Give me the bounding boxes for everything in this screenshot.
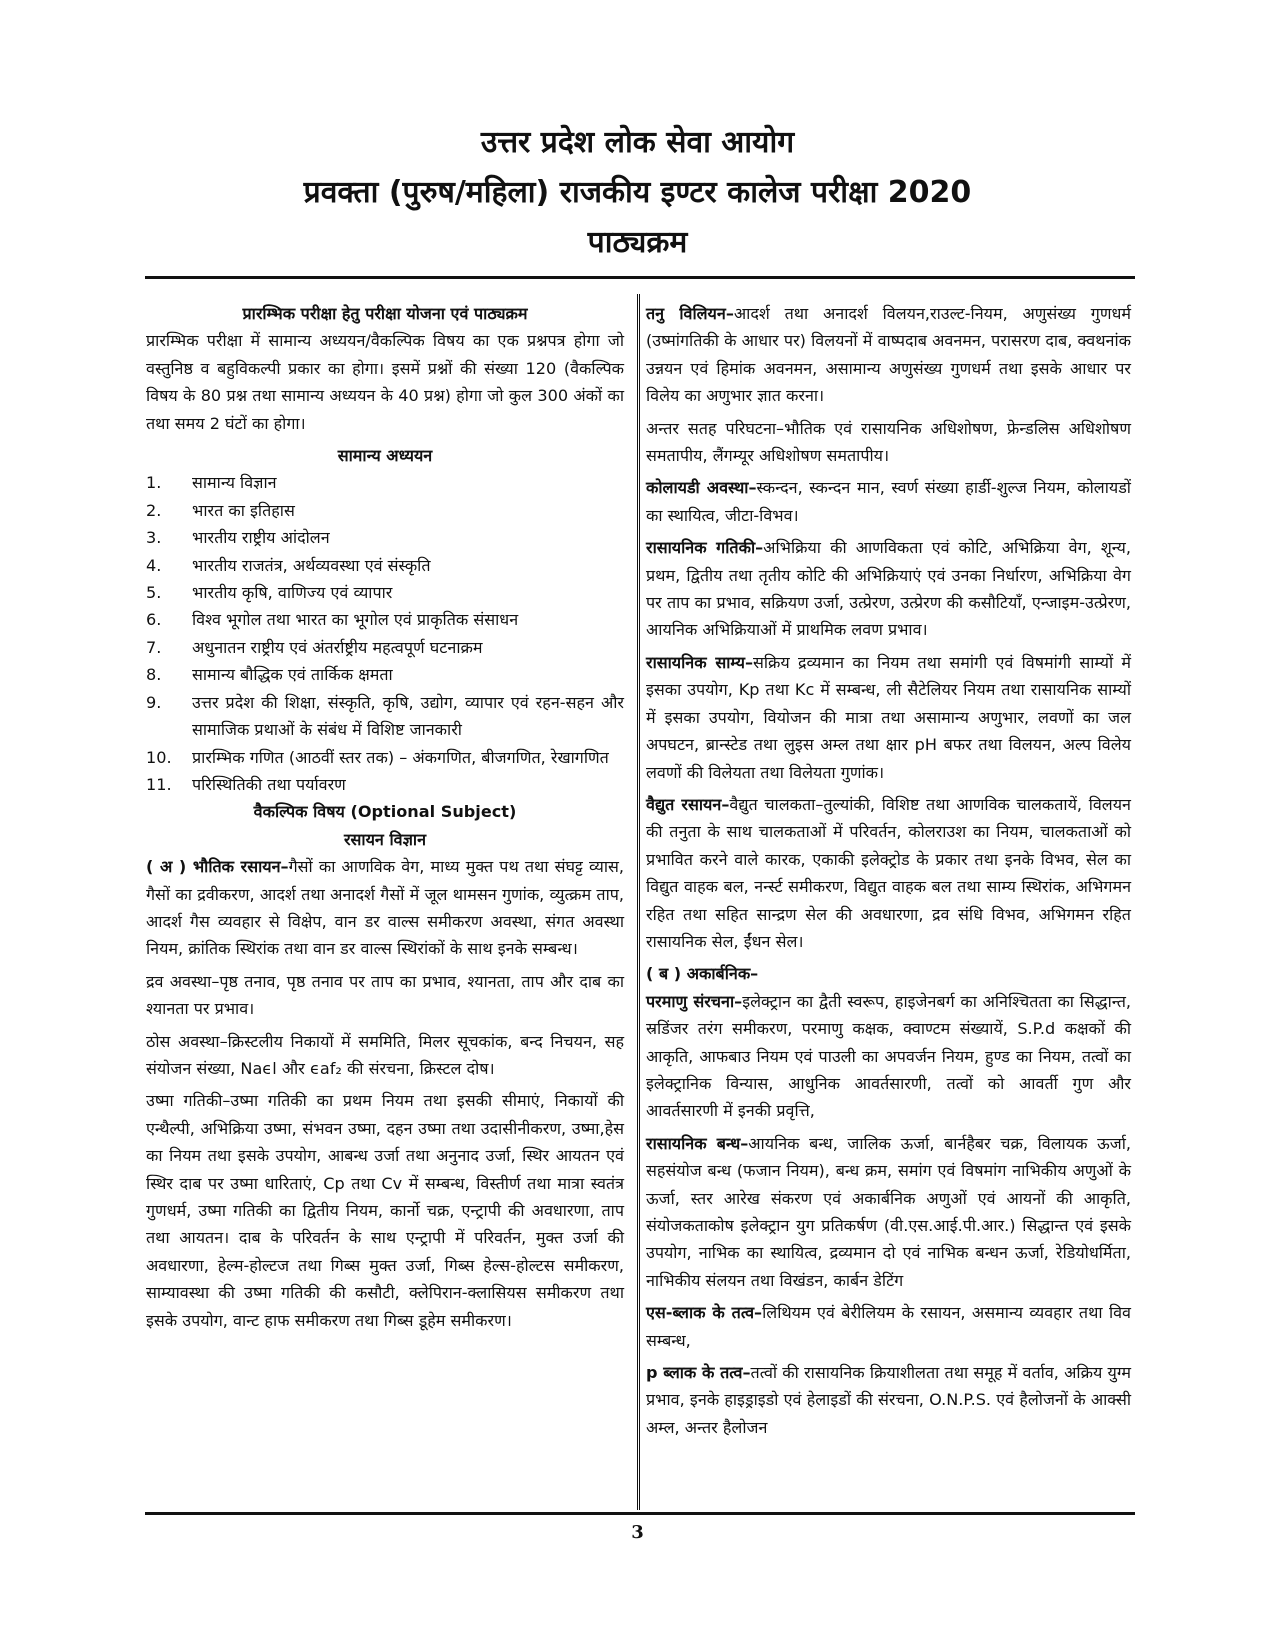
- list-item-number: 9.: [146, 692, 162, 712]
- electrochemistry-text: वैद्युत चालकता–तुल्यांकी, विशिष्ट तथा आणविक चालकतायें, विलयन की तनुता के साथ चालकताओं में परिवर्तन, कोलराउश का नियम, चालकताओं को प्रभावित करने वाले कारक, एकाकी इलेक्ट्रोड के प्रकार तथा इनके विभव, सेल का विद्युत वाहक बल, नर्न्स्ट समीकरण, विद्युत वाहक बल तथा साम्य स्थिरांक, अभिगमन रहित तथा सहित सान्द्रण सेल की अवधारणा, द्रव संधि विभव, अभिगमन रहित रासायनिक सेल, ईंधन सेल।: [646, 794, 1131, 951]
- list-item-number: 5.: [146, 583, 162, 603]
- bottom-rule: [145, 1512, 1135, 1515]
- kinetics-text: अभिक्रिया की आणविकता एवं कोटि, अभिक्रिया वेग, शून्य, प्रथम, द्वितीय तथा तृतीय कोटि की अभिक्रियाएं एवं उनका निर्धारण, अभिक्रिया वेग पर ताप का प्रभाव, सक्रियण उर्जा, उत्प्रेरण, उत्प्रेरण की कसौटियाँ, एन्जाइम-उत्प्रेरण, आयनिक अभिक्रियाओं में प्राथमिक लवण प्रभाव।: [646, 538, 1131, 640]
- list-item-text: प्रारम्भिक गणित (आठवीं स्तर तक) – अंकगणित, बीजगणित, रेखागणित: [192, 747, 609, 767]
- kinetics-para: [646, 534, 1131, 644]
- list-item: [146, 524, 624, 551]
- list-item-text: उत्तर प्रदेश की शिक्षा, संस्कृति, कृषि, उद्योग, व्यापार एवं रहन-सहन और सामाजिक प्रथाओं के संबंध में विशिष्ट जानकारी: [192, 692, 624, 740]
- commission-title: उत्तर प्रदेश लोक सेवा आयोग: [480, 125, 795, 160]
- surface-para: अन्तर सतह परिघटना–भौतिक एवं रासायनिक अधिशोषण, फ्रेन्डलिस अधिशोषण समतापीय, लैंगम्यूर अधिशोषण समतापीय।: [646, 418, 1131, 466]
- top-rule: [145, 276, 1135, 279]
- physical-chemistry-para: [146, 853, 624, 963]
- inorganic-heading: ( ब ) अकार्बनिक–: [646, 964, 759, 984]
- liquid-state-para: द्रव अवस्था–पृष्ठ तनाव, पृष्ठ तनाव पर ताप का प्रभाव, श्यानता, ताप और दाब का श्यानता पर प्रभाव।: [146, 971, 624, 1019]
- list-item: [146, 606, 624, 633]
- atomic-structure-para: [646, 988, 1131, 1125]
- chemistry-heading: रसायन विज्ञान: [343, 829, 427, 849]
- list-item-text: भारतीय कृषि, वाणिज्य एवं व्यापार: [192, 583, 393, 603]
- general-studies-heading: सामान्य अध्ययन: [337, 446, 433, 466]
- p-block-para: [646, 1359, 1131, 1441]
- atomic-structure-text: इलेक्ट्रान का द्वैती स्वरूप, हाइजेनबर्ग का अनिश्चितता का सिद्धान्त, स्रडिंजर तरंग समीकरण, परमाणु कक्षक, क्वाण्टम संख्यायें, S.P.d कक्षकों की आकृति, आफबाउ नियम एवं पाउली का अपवर्जन नियम, हुण्ड का नियम, तत्वों का इलेक्ट्रानिक विन्यास, आधुनिक आवर्तसारणी, तत्वों को आवर्ती गुण और आवर्तसारणी में इनकी प्रवृत्ति,: [646, 991, 1131, 1121]
- colloid-text: स्कन्दन, स्कन्दन मान, स्वर्ण संख्या हार्डी-शुल्ज नियम, कोलायडों का स्थायित्व, जीटा-विभव।: [646, 478, 1131, 525]
- colloid-para: [646, 474, 1131, 529]
- general-studies-list: [146, 469, 624, 798]
- list-item-text: अधुनातन राष्ट्रीय एवं अंतर्राष्ट्रीय महत्वपूर्ण घटनाक्रम: [192, 637, 483, 657]
- right-column: [646, 300, 1131, 1441]
- prelim-heading: प्रारम्भिक परीक्षा हेतु परीक्षा योजना एवं पाठ्यक्रम: [242, 304, 528, 323]
- solution-label: तनु विलियन–: [646, 304, 734, 323]
- solution-para: [646, 300, 1131, 410]
- list-item: [146, 661, 624, 688]
- list-item-text: भारतीय राष्ट्रीय आंदोलन: [192, 528, 330, 548]
- solid-state-para: ठोस अवस्था–क्रिस्टलीय निकायों में सममिति, मिलर सूचकांक, बन्द निचयन, सह संयोजन संख्या, Naϵl और ϵaf₂ की संरचना, क्रिस्टल दोष।: [146, 1031, 624, 1078]
- list-item-text: विश्व भूगोल तथा भारत का भूगोल एवं प्राकृतिक संसाधन: [192, 610, 519, 630]
- optional-subject-heading: वैकल्पिक विषय (Optional Subject): [253, 802, 517, 822]
- chemical-bond-text: आयनिक बन्ध, जालिक ऊर्जा, बार्नहैबर चक्र, विलायक ऊर्जा, सहसंयोज बन्ध (फजान नियम), बन्ध क्रम, समांग एवं विषमांग नाभिकीय अणुओं के ऊर्जा, स्तर आरेख संकरण एवं अकार्बनिक अणुओं एवं आयनों की आकृति, संयोजकताकोष इलेक्ट्रान युग प्रतिकर्षण (वी.एस.आई.पी.आर.) सिद्धान्त एवं इसके उपयोग, नाभिक का स्थायित्व, द्रव्यमान दो एवं नाभिक बन्धन ऊर्जा, रेडियोधर्मिता, नाभिकीय संलयन तथा विखंडन, कार्बन डेटिंग: [646, 1133, 1131, 1290]
- s-block-label: एस-ब्लाक के तत्व–: [646, 1303, 763, 1323]
- equilibrium-text: सक्रिय द्रव्यमान का नियम तथा समांगी एवं विषमांगी साम्यों में इसका उपयोग, Kp तथा Kc में सम्बन्ध, ली सैटेलियर नियम तथा रासायनिक साम्यों में इसका उपयोग, वियोजन की मात्रा तथा असामान्य अणुभार, लवणों का जल अपघटन, ब्रान्स्टेड तथा लुइस अम्ल तथा क्षार pH बफर तथा विलयन, अल्प विलेय लवणों की विलेयता तथा विलेयता गुणांक।: [646, 652, 1131, 782]
- list-item-number: 3.: [146, 528, 162, 548]
- list-item-text: भारतीय राजतंत्र, अर्थव्यवस्था एवं संस्कृति: [192, 555, 431, 575]
- chemical-bond-label: रासायनिक बन्ध–: [646, 1133, 749, 1153]
- list-item: [146, 497, 624, 524]
- equilibrium-label: रासायनिक साम्य–: [646, 652, 753, 672]
- solution-text: आदर्श तथा अनादर्श विलयन,राउल्ट-नियम, अणुसंख्य गुणधर्म (उष्मांगतिकी के आधार पर) विलयनों में वाष्पदाब अवनमन, परासरण दाब, क्वथनांक उन्नयन एवं हिमांक अवनमन, असामान्य अणुसंख्य गुणधर्म तथा इसके आधार पर विलेय का अणुभार ज्ञात करना।: [646, 304, 1131, 406]
- page-header: [140, 118, 1135, 268]
- list-item-number: 8.: [146, 665, 162, 685]
- list-item-number: 11.: [146, 774, 172, 794]
- exam-title: प्रवक्ता (पुरुष/महिला) राजकीय इण्टर कालेज परीक्षा 2020: [303, 175, 972, 210]
- syllabus-title: पाठ्यक्रम: [587, 225, 688, 260]
- colloid-label: कोलायडी अवस्था–: [646, 478, 757, 498]
- list-item-number: 2.: [146, 500, 162, 520]
- list-item: [146, 689, 624, 744]
- left-column: [146, 300, 624, 1334]
- list-item-number: 1.: [146, 473, 162, 493]
- list-item: [146, 579, 624, 606]
- page-number: 3: [631, 1522, 644, 1543]
- list-item: [146, 744, 624, 771]
- list-item-text: सामान्य बौद्धिक एवं तार्किक क्षमता: [192, 665, 393, 685]
- list-item-number: 4.: [146, 555, 162, 575]
- list-item-text: सामान्य विज्ञान: [192, 473, 277, 493]
- equilibrium-para: [646, 649, 1131, 786]
- physical-chemistry-label: ( अ ) भौतिक रसायन–: [146, 857, 289, 877]
- s-block-text: लिथियम एवं बेरीलियम के रसायन, असमान्य व्यवहार तथा विव सम्बन्ध,: [646, 1303, 1132, 1350]
- list-item: [146, 634, 624, 661]
- kinetics-label: रासायनिक गतिकी–: [646, 538, 764, 558]
- p-block-text: तत्वों की रासायनिक क्रियाशीलता तथा समूह में वर्ताव, अक्रिय युग्म प्रभाव, इनके हाइड्राइडो एवं हेलाइडों की संरचना, O.N.P.S. एवं हैलोजनों के आक्सी अम्ल, अन्तर हैलोजन: [646, 1363, 1131, 1437]
- list-item-number: 10.: [146, 747, 172, 767]
- p-block-label: p ब्लाक के तत्व–: [646, 1363, 751, 1383]
- atomic-structure-label: परमाणु संरचना–: [646, 991, 743, 1011]
- list-item: [146, 552, 624, 579]
- column-divider: [637, 294, 640, 1510]
- thermodynamics-para: उष्मा गतिकी–उष्मा गतिकी का प्रथम नियम तथा इसकी सीमाएं, निकायों की एन्थैल्पी, अभिक्रिया उष्मा, संभवन उष्मा, दहन उष्मा तथा उदासीनीकरण, उष्मा,हेस का नियम तथा इसके उपयोग, आबन्ध उर्जा तथा अनुनाद उर्जा, स्थिर आयतन एवं स्थिर दाब पर उष्मा धारिताएं, Cp तथा Cv में सम्बन्ध, विस्तीर्ण तथा मात्रा स्वतंत्र गुणधर्म, उष्मा गतिकी का द्वितीय नियम, कार्नो चक्र, एन्ट्रापी की अवधारणा, ताप तथा आयतन। दाब के परिवर्तन के साथ एन्ट्रापी में परिवर्तन, मुक्त उर्जा की अवधारणा, हेल्म-होल्टज तथा गिब्स मुक्त उर्जा, गिब्स हेल्स-होल्टस समीकरण, साम्यावस्था की उष्मा गतिकी की कसौटी, क्लेपिरान-क्लासियस समीकरण तथा इसके उपयोग, वान्ट हाफ समीकरण तथा गिब्स डूहेम समीकरण।: [146, 1091, 624, 1330]
- physical-chemistry-text: गैसों का आणविक वेग, माध्य मुक्त पथ तथा संघट्ट व्यास, गैसों का द्रवीकरण, आदर्श तथा अनादर्श गैसों में जूल थामसन गुणांक, व्युत्क्रम ताप, आदर्श गैस व्यवहार से विक्षेप, वान डर वाल्स समीकरण अवस्था, संगत अवस्था नियम, क्रांतिक स्थिरांक तथा वान डर वाल्स स्थिरांकों के साथ इनके सम्बन्ध।: [146, 857, 625, 959]
- list-item-number: 6.: [146, 610, 162, 630]
- list-item: [146, 771, 624, 798]
- list-item: [146, 469, 624, 496]
- list-item-number: 7.: [146, 637, 162, 657]
- s-block-para: [646, 1299, 1131, 1354]
- chemical-bond-para: [646, 1130, 1131, 1294]
- prelim-text: प्रारम्भिक परीक्षा में सामान्य अध्ययन/वैकल्पिक विषय का एक प्रश्नपत्र होगा जो वस्तुनिष्ठ व बहुविकल्पी प्रकार का होगा। इसमें प्रश्नों की संख्या 120 (वैकल्पिक विषय के 80 प्रश्न तथा सामान्य अध्ययन के 40 प्रश्न) होगा जो कुल 300 अंकों का तथा समय 2 घंटों का होगा।: [146, 331, 624, 433]
- electrochemistry-para: [646, 791, 1131, 955]
- electrochemistry-label: वैद्युत रसायन–: [646, 794, 730, 814]
- list-item-text: परिस्थितिकी तथा पर्यावरण: [192, 774, 346, 794]
- list-item-text: भारत का इतिहास: [192, 500, 295, 520]
